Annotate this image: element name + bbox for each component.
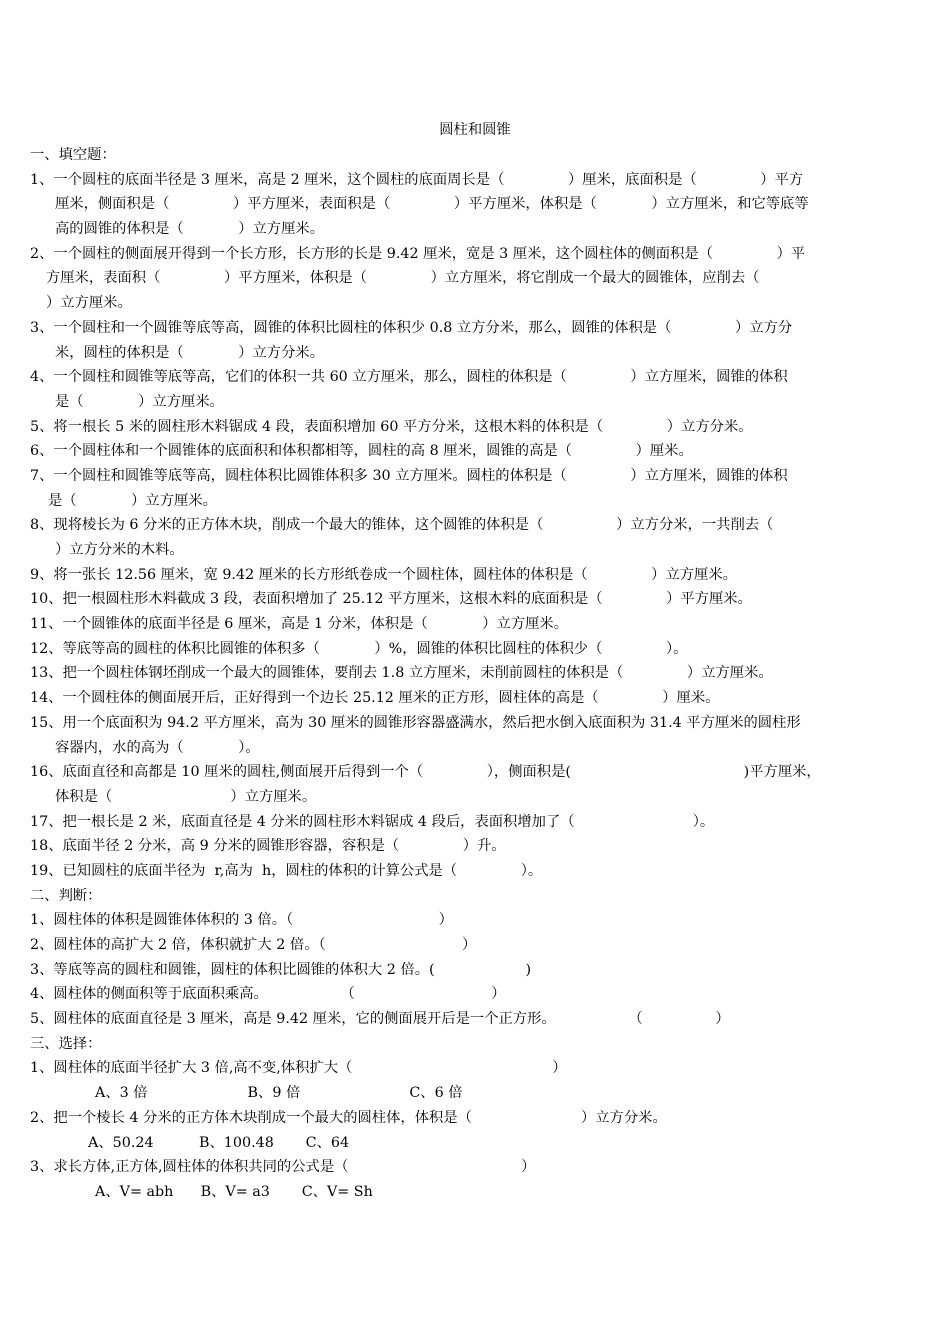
question-line: 6、一个圆柱体和一个圆锥体的底面积和体积都相等，圆柱的高 8 厘米，圆锥的高是（ ）厘米。 — [30, 443, 693, 460]
question-line: 8、现将棱长为 6 分米的正方体木块，削成一个最大的锥体，这个圆锥的体积是（ ）立方分米，一共削去（ — [30, 517, 774, 534]
question-line: 米，圆柱的体积是（ ）立方分米。 — [55, 344, 324, 361]
question-line: 14、一个圆柱体的侧面展开后，正好得到一个边长 25.12 厘米的正方形，圆柱体的高是（ ）厘米。 — [30, 690, 720, 707]
question-line: 17、把一根长是 2 米，底面直径是 4 分米的圆柱形木料锯成 4 段后，表面积增加了（ ）。 — [30, 813, 715, 830]
judgment-line: 1、圆柱体的体积是圆锥体体积的 3 倍。（ ） — [30, 912, 453, 929]
question-line: 13、把一个圆柱体钢坯削成一个最大的圆锥体，要削去 1.8 立方厘米，未削前圆柱的体积是（ ）立方厘米。 — [30, 665, 773, 682]
question-line: 高的圆锥的体积是（ ）立方厘米。 — [55, 221, 324, 238]
choice-question: 2、把一个棱长 4 分米的正方体木块削成一个最大的圆柱体，体积是（ ）立方分米。 — [30, 1109, 667, 1126]
question-line: 容器内，水的高为（ ）。 — [55, 739, 260, 756]
page-title: 圆柱和圆锥 — [439, 122, 511, 138]
question-line: 9、将一张长 12.56 厘米，宽 9.42 厘米的长方形纸卷成一个圆柱体，圆柱体的体积是（ ）立方厘米。 — [30, 566, 737, 583]
question-line: 16、底面直径和高都是 10 厘米的圆柱,侧面展开后得到一个（ ），侧面积是( )平方厘米， — [30, 764, 821, 781]
section-heading: 三、选择： — [30, 1035, 102, 1052]
question-line: 体积是（ ）立方厘米。 — [55, 788, 317, 805]
question-line: 4、一个圆柱和圆锥等底等高，它们的体积一共 60 立方厘米，那么，圆柱的体积是（ ）立方厘米，圆锥的体积 — [30, 369, 788, 386]
question-line: 是（ ）立方厘米。 — [55, 393, 224, 410]
question-line: 15、用一个底面积为 94.2 平方厘米，高为 30 厘米的圆锥形容器盛满水，然后把水倒入底面积为 31.4 平方厘米的圆柱形 — [30, 714, 801, 731]
choice-question: 3、求长方体,正方体,圆柱体的体积共同的公式是（ ） — [30, 1159, 536, 1176]
judgment-line: 3、等底等高的圆柱和圆锥，圆柱的体积比圆锥的体积大 2 倍。( ) — [30, 961, 532, 978]
choice-options: A、3 倍 B、9 倍 C、6 倍 — [95, 1085, 463, 1102]
question-line: 是（ ）立方厘米。 — [48, 492, 217, 509]
section-heading: 二、判断： — [30, 887, 102, 904]
question-line: 1、一个圆柱的底面半径是 3 厘米，高是 2 厘米，这个圆柱的底面周长是（ ）厘米，底面积是（ ）平方 — [30, 171, 804, 188]
question-line: 3、一个圆柱和一个圆锥等底等高，圆锥的体积比圆柱的体积少 0.8 立方分米，那么，圆锥的体积是（ ）立方分 — [30, 319, 793, 336]
question-line: 5、将一根长 5 米的圆柱形木料锯成 4 段，表面积增加 60 平方分米，这根木料的体积是（ ）立方分米。 — [30, 418, 753, 435]
choice-question: 1、圆柱体的底面半径扩大 3 倍,高不变,体积扩大（ ） — [30, 1060, 567, 1077]
question-line: ）立方厘米。 — [46, 295, 132, 312]
choice-options: A、V= abh B、V= a3 C、V= Sh — [95, 1183, 373, 1200]
choice-options: A、50.24 B、100.48 C、64 — [88, 1134, 350, 1151]
question-line: 7、一个圆柱和圆锥等底等高，圆柱体积比圆锥体积多 30 立方厘米。圆柱的体积是（ ）立方厘米，圆锥的体积 — [30, 467, 788, 484]
judgment-line: 4、圆柱体的侧面积等于底面积乘高。 （ ） — [30, 986, 506, 1003]
question-line: 方厘米，表面积（ ）平方厘米，体积是（ ）立方厘米，将它削成一个最大的圆锥体，应削去（ — [46, 270, 760, 287]
section-heading: 一、填空题： — [30, 147, 116, 163]
question-line: 18、底面半径 2 分米，高 9 分米的圆锥形容器，容积是（ ）升。 — [30, 838, 506, 855]
question-line: 厘米，侧面积是（ ）平方厘米，表面积是（ ）平方厘米，体积是（ ）立方厘米，和它等底等 — [55, 196, 809, 213]
worksheet-body — [30, 143, 908, 1205]
judgment-line: 2、圆柱体的高扩大 2 倍，体积就扩大 2 倍。（ ） — [30, 937, 477, 953]
judgment-line: 5、圆柱体的底面直径是 3 厘米，高是 9.42 厘米，它的侧面展开后是一个正方形。 （ ） — [30, 1011, 730, 1028]
question-line: 11、一个圆锥体的底面半径是 6 厘米，高是 1 分米，体积是（ ）立方厘米。 — [30, 616, 569, 633]
question-line: 2、一个圆柱的侧面展开得到一个长方形，长方形的长是 9.42 厘米，宽是 3 厘米，这个圆柱体的侧面积是（ ）平 — [30, 245, 806, 262]
question-line: ）立方分米的木料。 — [55, 542, 184, 558]
question-line: 12、等底等高的圆柱的体积比圆锥的体积多（ ）%，圆锥的体积比圆柱的体积少（ ）。 — [30, 640, 688, 657]
question-line: 10、把一根圆柱形木料截成 3 段，表面积增加了 25.12 平方厘米，这根木料的底面积是（ ）平方厘米。 — [30, 591, 752, 608]
question-line: 19、已知圆柱的底面半径为 r,高为 h，圆柱的体积的计算公式是（ ）。 — [30, 862, 543, 879]
